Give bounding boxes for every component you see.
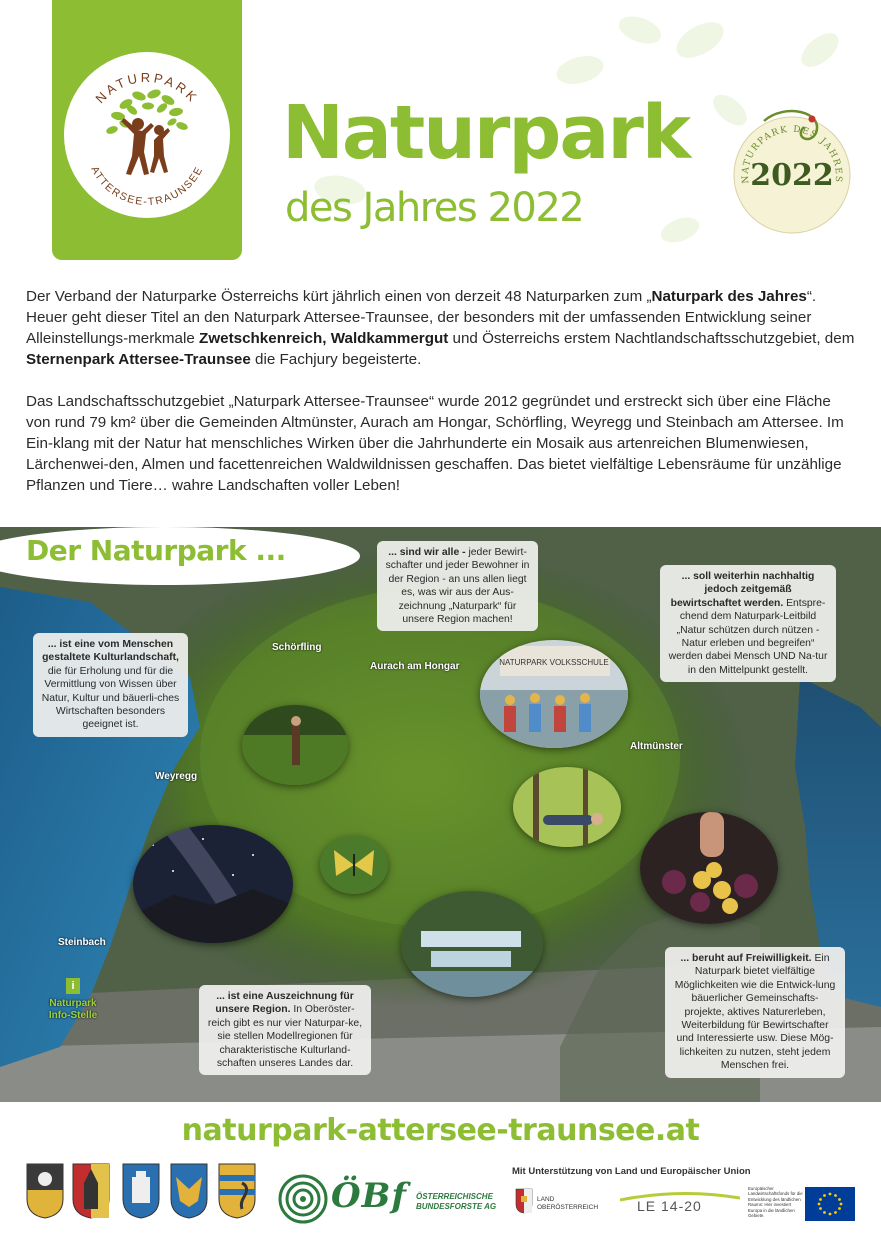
info-point-label: Naturpark Info-Stelle <box>48 998 98 1021</box>
photo-forest-relax <box>513 767 621 847</box>
website-url[interactable]: naturpark-attersee-traunsee.at <box>181 1113 700 1148</box>
naturpark-logo <box>64 52 230 218</box>
place-schoerfling: Schörfling <box>272 642 322 653</box>
intro-p1-bold-3: Sternenpark Attersee-Traunsee <box>26 351 251 368</box>
map-title: Der Naturpark ... <box>26 534 286 567</box>
naturpark-logo-panel <box>52 0 242 260</box>
intro-paragraph-1 <box>26 286 858 370</box>
place-aurach: Aurach am Hongar <box>370 661 460 672</box>
photo-waterfall <box>401 891 543 997</box>
info-box-5-text: Ein Naturpark bietet vielfältige Möglichkeiten wie die Entwick-lung bäuerlicher Gemeinschafts-projekte, aktives Naturerleben, Weiterbildung für Bewirtschafter und Interessierte usw. Diese Mög-lichkeiten zu nutzen, steht jedem Menschen frei. <box>674 953 836 1072</box>
crest-gemeinde-2-icon <box>72 1163 110 1219</box>
info-box-auszeichnung <box>199 985 371 1075</box>
info-box-1-heading: ... ist eine vom Menschen gestaltete Kulturlandschaft, <box>42 639 179 664</box>
support-text: Mit Unterstützung von Land und Europäischer Union <box>512 1166 751 1177</box>
info-box-freiwilligkeit <box>665 947 845 1078</box>
intro-p1-bold-1: Naturpark des Jahres <box>651 288 807 305</box>
info-box-nachhaltig <box>660 565 836 682</box>
info-box-5-heading: ... beruht auf Freiwilligkeit. <box>680 953 812 964</box>
intro-p1-bold-2: Zwetschkenreich, Waldkammergut <box>199 330 449 347</box>
photo-sign-text: NATURPARK VOLKSSCHULE <box>499 658 609 667</box>
place-steinbach: Steinbach <box>58 937 106 948</box>
eu-fund-text: Europäischer Landwirtschaftsfonds für die Entwicklung des ländlichen Raums: Hier investiert Europa in die ländlichen Gebiete. <box>748 1186 803 1219</box>
seal-text: NATURPARK DES JAHRES <box>740 124 844 184</box>
photo-meadow-work <box>242 705 348 785</box>
intro-p1-text-d: und Österreichs erstem Nachtlandschaftsschutzgebiet, dem <box>448 330 855 347</box>
info-box-wir-alle <box>377 541 538 631</box>
info-box-3-text: Entspre-chend dem Naturpark-Leitbild „Natur schützen durch nützen - Natur erleben und begreifen“ werden dabei Mensch UND Na-tur in den Mittelpunkt gestellt. <box>668 597 828 676</box>
place-weyregg: Weyregg <box>155 771 198 782</box>
page-subtitle: des Jahres 2022 <box>285 185 584 231</box>
obf-subtitle: ÖSTERREICHISCHE BUNDESFORSTE AG <box>416 1192 497 1211</box>
crest-gemeinde-5-icon <box>218 1163 256 1219</box>
crest-gemeinde-4-icon <box>170 1163 208 1219</box>
photo-volksschule-children <box>480 640 628 748</box>
intro-p1-text-e: die Fachjury begeisterte. <box>250 351 422 368</box>
naturpark-des-jahres-seal <box>724 107 859 242</box>
intro-text <box>26 286 858 517</box>
info-box-2-text: jeder Bewirt-schafter und jeder Bewohner in der Region - an uns allen liegt es, was wir aus der Aus-zeichnung „Naturpark“ für unsere Region machen! <box>385 547 530 626</box>
photo-sternenpark-night <box>133 825 293 943</box>
eu-flag-icon <box>805 1187 855 1221</box>
le-logo-text: LE 14-20 <box>637 1198 702 1214</box>
photo-butterfly <box>320 836 388 894</box>
crest-gemeinde-1-icon <box>26 1163 64 1219</box>
ladybug-icon <box>809 116 816 123</box>
land-ooe-crest-icon <box>515 1188 533 1214</box>
page-title: Naturpark <box>282 90 690 176</box>
intro-paragraph-2: Das Landschaftsschutzgebiet „Naturpark Attersee-Traunsee“ wurde 2012 gegründet und erstreckt sich über eine Fläche von rund 79 km² über die Gemeinden Altmünster, Aurach am Hongar, Schörfling, Weyregg und Steinbach am Attersee. Im Ein-klang mit der Natur hat menschliches Wirken über die Jahrhunderte ein Mosaik aus artenreichen Blumenwiesen, Lärchenwei-den, Almen und facettenreichen Waldwildnissen geschaffen. Das bietet vielfältige Lebensräume für unzählige Pflanzen und Tiere… wahre Landschaften voller Leben! <box>26 393 844 494</box>
obf-logo-text: ÖBf <box>331 1176 407 1216</box>
tree-people-icon <box>64 52 230 218</box>
logo-top-text: NATURPARK <box>92 70 202 107</box>
obf-logo-icon <box>278 1174 328 1224</box>
intro-p1-text-a: Der Verband der Naturparke Österreichs kürt jährlich einen von derzeit 48 Naturparken zum „ <box>26 288 652 305</box>
land-ooe-text: LAND OBERÖSTERREICH <box>537 1196 599 1211</box>
logo-bottom-text: ATTERSEE-TRAUNSEE <box>88 164 206 209</box>
photo-zwetschken <box>640 812 778 924</box>
svg-text:NATURPARK <box>92 70 201 106</box>
place-altmuenster: Altmünster <box>630 741 683 752</box>
seal-year: 2022 <box>750 158 834 193</box>
intro-p1-text-c: “. Heuer geht dieser Titel an den Naturpark Attersee-Traunsee, der besonders mit der umfassenden Entwicklung seiner Alleinstellungs-merkmale <box>26 288 817 347</box>
info-box-kulturlandschaft <box>33 633 188 737</box>
info-box-4-text: In Oberöster-reich gibt es nur vier Naturpar-ke, sie stellen Modellregionen für charakteristische Kulturland-schaften unseres Landes dar. <box>207 1004 363 1070</box>
info-box-1-text: die für Erholung und für die Vermittlung von Wissen über Natur, Kultur und bäuerli-ches Wirtschaften besonders geeignet ist. <box>41 665 180 731</box>
info-box-2-heading: ... sind wir alle - <box>388 547 466 558</box>
info-point-icon: i <box>66 978 80 994</box>
crest-gemeinde-3-icon <box>122 1163 160 1219</box>
info-box-3-heading: ... soll weiterhin nachhaltig jedoch zeitgemäß bewirtschaftet werden. <box>670 571 815 609</box>
info-box-4-heading: ... ist eine Auszeichnung für unsere Region. <box>215 991 354 1016</box>
